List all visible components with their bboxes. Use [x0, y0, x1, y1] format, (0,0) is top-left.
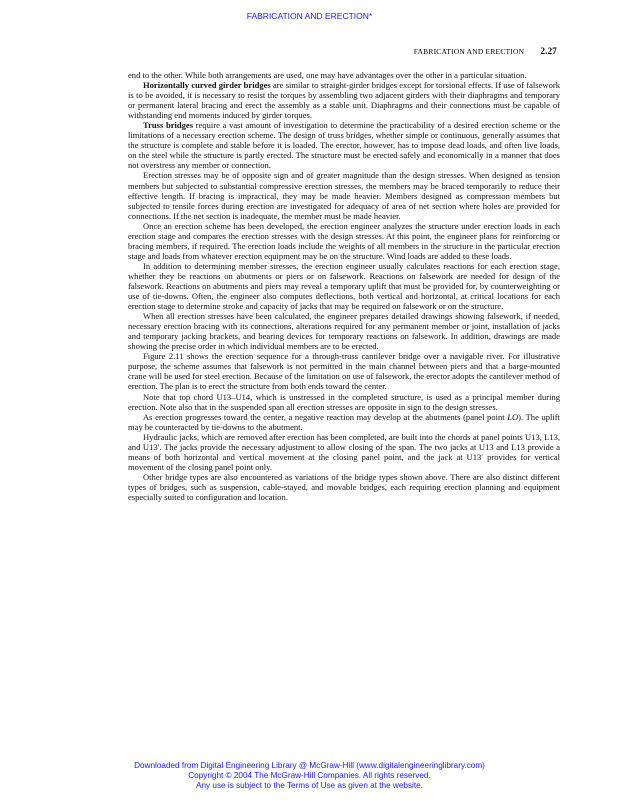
paragraph: Hydraulic jacks, which are removed after erection has been completed, are built into the chords at panel points U13, L13, and U13′. The jacks provide the necessary adjustment to allow closing of the span. The two jacks at U13 and L13 provide a means of both horizontal and vertical movement at the closing panel point, and the jack at U13′ provides for vertical movement of the closing panel point only.	[128, 431, 560, 472]
chapter-banner-link[interactable]: FABRICATION AND ERECTION*	[246, 11, 373, 21]
paragraph-lead: Horizontally curved girder bridges	[143, 80, 271, 91]
paragraph-lead: Truss bridges	[143, 120, 194, 131]
paragraph: Erection stresses may be of opposite sign and of greater magnitude than the design stresses. When designed as tension members but subjected to substantial compressive erection stresses, the members may be braced temporarily to reduce their effective length. If bracing is impractical, they may be made heavier. Members designed as compression members but subjected to tensile forces during erection are investigated for adequacy of area of net section where holes are provided for connections. If the net section is inadequate, the member must be made heavier.	[128, 170, 560, 221]
footer-copyright-link[interactable]: Copyright © 2004 The McGraw-Hill Companies. All rights reserved.	[188, 771, 431, 780]
paragraph: Other bridge types are also encountered as variations of the bridge types shown above. There are also distinct different types of bridges, such as suspension, cable-stayed, and movable bridges, each requiring erection planning and equipment especially suited to configuration and location.	[128, 471, 560, 502]
paragraph: As erection progresses toward the center, a negative reaction may develop at the abutments (panel point LO). The uplift may be counteracted by tie-downs to the abutment.	[128, 411, 560, 432]
paragraph: In addition to determining member stresses, the erection engineer usually calculates reactions for each erection stage, whether they be reactions on abutments or piers or on falsework. Reactions on falsework are needed for design of the falsework. Reactions on abutments and piers may reveal a temporary uplift that must be provided for, by counterweighting or use of tie-downs. Often, the engineer also computes deflections, both vertical and horizontal, at critical locations for each erection stage to determine stroke and capacity of jacks that may be required on falsework or on the structure.	[128, 260, 560, 312]
page-number: 2.27	[540, 46, 557, 56]
paragraph: When all erection stresses have been calculated, the engineer prepares detailed drawings showing falsework, if needed, necessary erection bracing with its connections, alterations required for any permanent member or joint, installation of jacks and temporary jacking brackets, and bearing devices for temporary reactions on falsework. In addition, drawings are made showing the precise order in which individual members are to be erected.	[128, 311, 560, 352]
running-head	[414, 46, 557, 56]
paragraph: Note that top chord U13–U14, which is unstressed in the completed structure, is used as a principal member during erection. Note also that in the suspended span all erection stresses are opposite in sign to the design stresses.	[128, 391, 560, 412]
paragraph: Once an erection scheme has been developed, the erection engineer analyzes the structure under erection loads in each erection stage and compares the erection stresses with the design stresses. At this point, the engineer plans for reinforcing or bracing members, if required. The erection loads include the weights of all members in the structure in the particular erection stage and loads from whatever erection equipment may be on the structure. Wind loads are added to these loads.	[128, 220, 560, 261]
paragraph: end to the other. While both arrangements are used, one may have advantages over the other in a particular situation.	[128, 70, 527, 80]
panel-point-label: LO	[507, 411, 519, 422]
running-head-title: FABRICATION AND ERECTION	[413, 47, 525, 56]
paragraph: Horizontally curved girder bridges are similar to straight-girder bridges except for torsional effects. If use of falsework is to be avoided, it is necessary to resist the torques by assembling two adjacent girders with their diaphragms and temporary or permanent lateral bracing and erect the assembly as a stable unit. Diaphragms and their connections must be capable of withstanding end moments induced by girder torques.	[128, 80, 560, 121]
paragraph: Figure 2.11 shows the erection sequence for a through-truss cantilever bridge over a navigable river. For illustrative purpose, the scheme assumes that falsework is not permitted in the main channel between piers and that a barge-mounted crane will be used for steel erection. Because of the limitation on use of falsework, the erector adopts the cantilever method of erection. The plan is to erect the structure from both ends toward the center.	[128, 351, 560, 392]
footer	[0, 761, 619, 791]
body-text	[128, 70, 560, 502]
footer-terms-link[interactable]: Any use is subject to the Terms of Use as given at the website.	[196, 781, 423, 790]
paragraph: Truss bridges require a vast amount of investigation to determine the practicability of a desired erection scheme or the limitations of a necessary erection scheme. The design of truss bridges, whether simple or continuous, generally assumes that the structure is complete and stable before it is loaded. The erector, however, has to impose dead loads, and often live loads, on the steel while the structure is partly erected. The structure must be erected safely and economically in a manner that does not overstress any member or connection.	[128, 120, 560, 171]
footer-download-link[interactable]: Downloaded from Digital Engineering Library @ McGraw-Hill (www.digitalengineeringlibrary.com)	[134, 761, 485, 770]
